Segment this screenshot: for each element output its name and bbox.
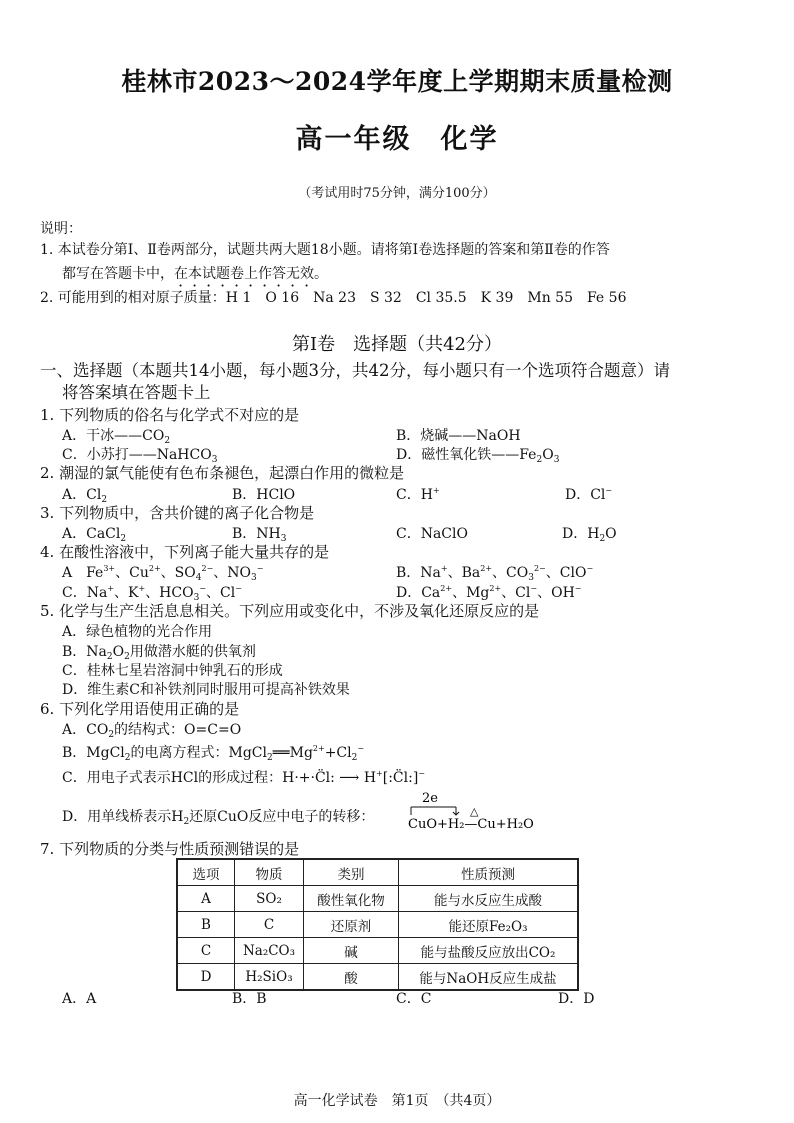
question-7: 7. 下列物质的分类与性质预测错误的是 bbox=[40, 840, 300, 858]
svg-text:2e: 2e bbox=[422, 791, 438, 806]
cell-prediction: 能与盐酸反应放出CO₂ bbox=[399, 938, 579, 964]
question-6: 6. 下列化学用语使用正确的是 bbox=[40, 700, 240, 718]
header-substance: 物质 bbox=[235, 859, 304, 886]
cell-category: 酸性氧化物 bbox=[304, 886, 399, 912]
q6-option-b: B．MgCl$_2$的电离方程式：$MgCl_2══Mg^{2+}+Cl_2^-$ bbox=[62, 744, 365, 763]
q4-option-d: D．$Ca^{2+}$、$Mg^{2+}$、Cl−、OH− bbox=[396, 584, 582, 601]
q5-option-d: D．维生素C和补铁剂同时服用可提高补铁效果 bbox=[62, 682, 350, 698]
q3-option-c: C．NaClO bbox=[396, 526, 468, 542]
question-4: 4. 在酸性溶液中，下列离子能大量共存的是 bbox=[40, 543, 330, 561]
exam-title: 桂林市2023～2024学年度上学期期末质量检测 bbox=[121, 67, 673, 96]
q4-option-a: A $Fe^{3+}$、$Cu^{2+}$、$SO_4^{2-}$、$NO_3^-$ bbox=[62, 564, 264, 583]
q1-option-c: C．小苏打——NaHCO$_3$ bbox=[62, 447, 218, 465]
q2-option-c: C．H+ bbox=[396, 486, 440, 503]
cell-prediction: 能与水反应生成酸 bbox=[399, 886, 579, 912]
q2-option-b: B．HClO bbox=[232, 487, 296, 503]
header-prediction: 性质预测 bbox=[399, 859, 579, 886]
table-header-row bbox=[177, 859, 578, 886]
cell-substance: SO₂ bbox=[235, 886, 304, 912]
note-1-text: 都写在答题卡中， bbox=[62, 266, 174, 282]
exam-subtitle: 高一年级 化学 bbox=[295, 124, 499, 155]
cell-prediction: 能与NaOH反应生成盐 bbox=[399, 964, 579, 991]
single-bridge-diagram bbox=[408, 790, 538, 830]
q2-option-a: A．$Cl_2$ bbox=[62, 487, 108, 505]
q4-option-b: B．Na+、$Ba^{2+}$、$CO_3^{2-}$、ClO− bbox=[396, 564, 594, 583]
page-footer: 高一化学试卷 第1页 （共4页） bbox=[293, 1093, 501, 1109]
q7-option-c: C．C bbox=[396, 991, 432, 1007]
section-title: 第Ⅰ卷 选择题（共42分） bbox=[291, 334, 502, 355]
cell-prediction: 能还原Fe₂O₃ bbox=[399, 912, 579, 938]
question-5: 5. 化学与生产生活息息相关。下列应用或变化中，不涉及氧化还原反应的是 bbox=[40, 602, 540, 620]
note-1: 1. 本试卷分第Ⅰ、Ⅱ卷两部分，试题共两大题18小题。请将第Ⅰ卷选择题的答案和第Ⅱ卷的作答 bbox=[40, 242, 610, 258]
question-3: 3. 下列物质中，含共价键的离子化合物是 bbox=[40, 504, 315, 522]
cell-category: 还原剂 bbox=[304, 912, 399, 938]
note-1-warning: 在本试题卷上作答无效。 bbox=[174, 266, 328, 282]
cell-category: 碱 bbox=[304, 938, 399, 964]
cell-category: 酸 bbox=[304, 964, 399, 991]
q7-option-d: D．D bbox=[558, 991, 595, 1007]
q1-option-b: B．烧碱——NaOH bbox=[396, 428, 521, 444]
q3-option-b: B．$NH_3$ bbox=[232, 526, 287, 544]
notes-label: 说明： bbox=[40, 221, 82, 237]
cell-option: D bbox=[177, 964, 235, 991]
q1-option-a: A．干冰$——CO_2$ bbox=[62, 428, 171, 446]
q4-option-c: C．Na+、K+、$HCO_3^-$、Cl− bbox=[62, 584, 242, 603]
question-1: 1. 下列物质的俗名与化学式不对应的是 bbox=[40, 406, 300, 424]
cell-substance: H₂SiO₃ bbox=[235, 964, 304, 991]
note-2: 2. 可能用到的相对原子质量：H 1 O 16 Na 23 S 32 Cl 35.5 K 39 Mn 55 Fe 56 bbox=[40, 290, 627, 306]
section-desc: 一、选择题（本题共14小题，每小题3分，共42分，每小题只有一个选项符合题意）请 bbox=[40, 361, 670, 380]
electron-transfer-bridge bbox=[408, 790, 538, 830]
table-row bbox=[177, 886, 578, 912]
q2-option-d: D．Cl− bbox=[565, 486, 613, 503]
q7-option-a: A．A bbox=[62, 991, 97, 1007]
time-info: （考试用时75分钟，满分100分） bbox=[298, 186, 496, 201]
q3-option-a: A．CaCl$_2$ bbox=[62, 526, 127, 544]
cell-option: A bbox=[177, 886, 235, 912]
header-option: 选项 bbox=[177, 859, 235, 886]
note-1-cont bbox=[62, 263, 328, 290]
section-desc-cont: 将答案填在答题卡上 bbox=[62, 383, 211, 402]
q5-option-c: C．桂林七星岩溶洞中钟乳石的形成 bbox=[62, 663, 283, 679]
q6-option-a: A．$CO_2$的结构式：O=C=O bbox=[62, 722, 242, 740]
q5-option-a: A．绿色植物的光合作用 bbox=[62, 624, 213, 640]
table-row bbox=[177, 912, 578, 938]
table-row bbox=[177, 964, 578, 991]
classification-table bbox=[176, 858, 579, 991]
header-category: 类别 bbox=[304, 859, 399, 886]
cell-substance: Na₂CO₃ bbox=[235, 938, 304, 964]
cell-option: B bbox=[177, 912, 235, 938]
cell-substance: C bbox=[235, 912, 304, 938]
table-row bbox=[177, 938, 578, 964]
q7-option-b: B．B bbox=[232, 991, 267, 1007]
q5-option-b: B．$Na_2O_2$用做潜水艇的供氧剂 bbox=[62, 644, 256, 662]
q6-option-c: C．用电子式表示HCl的形成过程：H·+·C̈l: ⟶ H+[:C̈l:]− bbox=[62, 769, 425, 786]
cell-option: C bbox=[177, 938, 235, 964]
q1-option-d: D．磁性氧化铁$——Fe_2O_3$ bbox=[396, 447, 560, 465]
q6-option-d: D．用单线桥表示$H_2$还原CuO反应中电子的转移： bbox=[62, 809, 375, 827]
svg-text:△: △ bbox=[470, 805, 479, 818]
svg-text:CuO+H₂—Cu+H₂O: CuO+H₂—Cu+H₂O bbox=[408, 817, 534, 830]
q3-option-d: D．$H_2O$ bbox=[562, 526, 617, 544]
question-2: 2. 潮湿的氯气能使有色布条褪色，起漂白作用的微粒是 bbox=[40, 464, 405, 482]
